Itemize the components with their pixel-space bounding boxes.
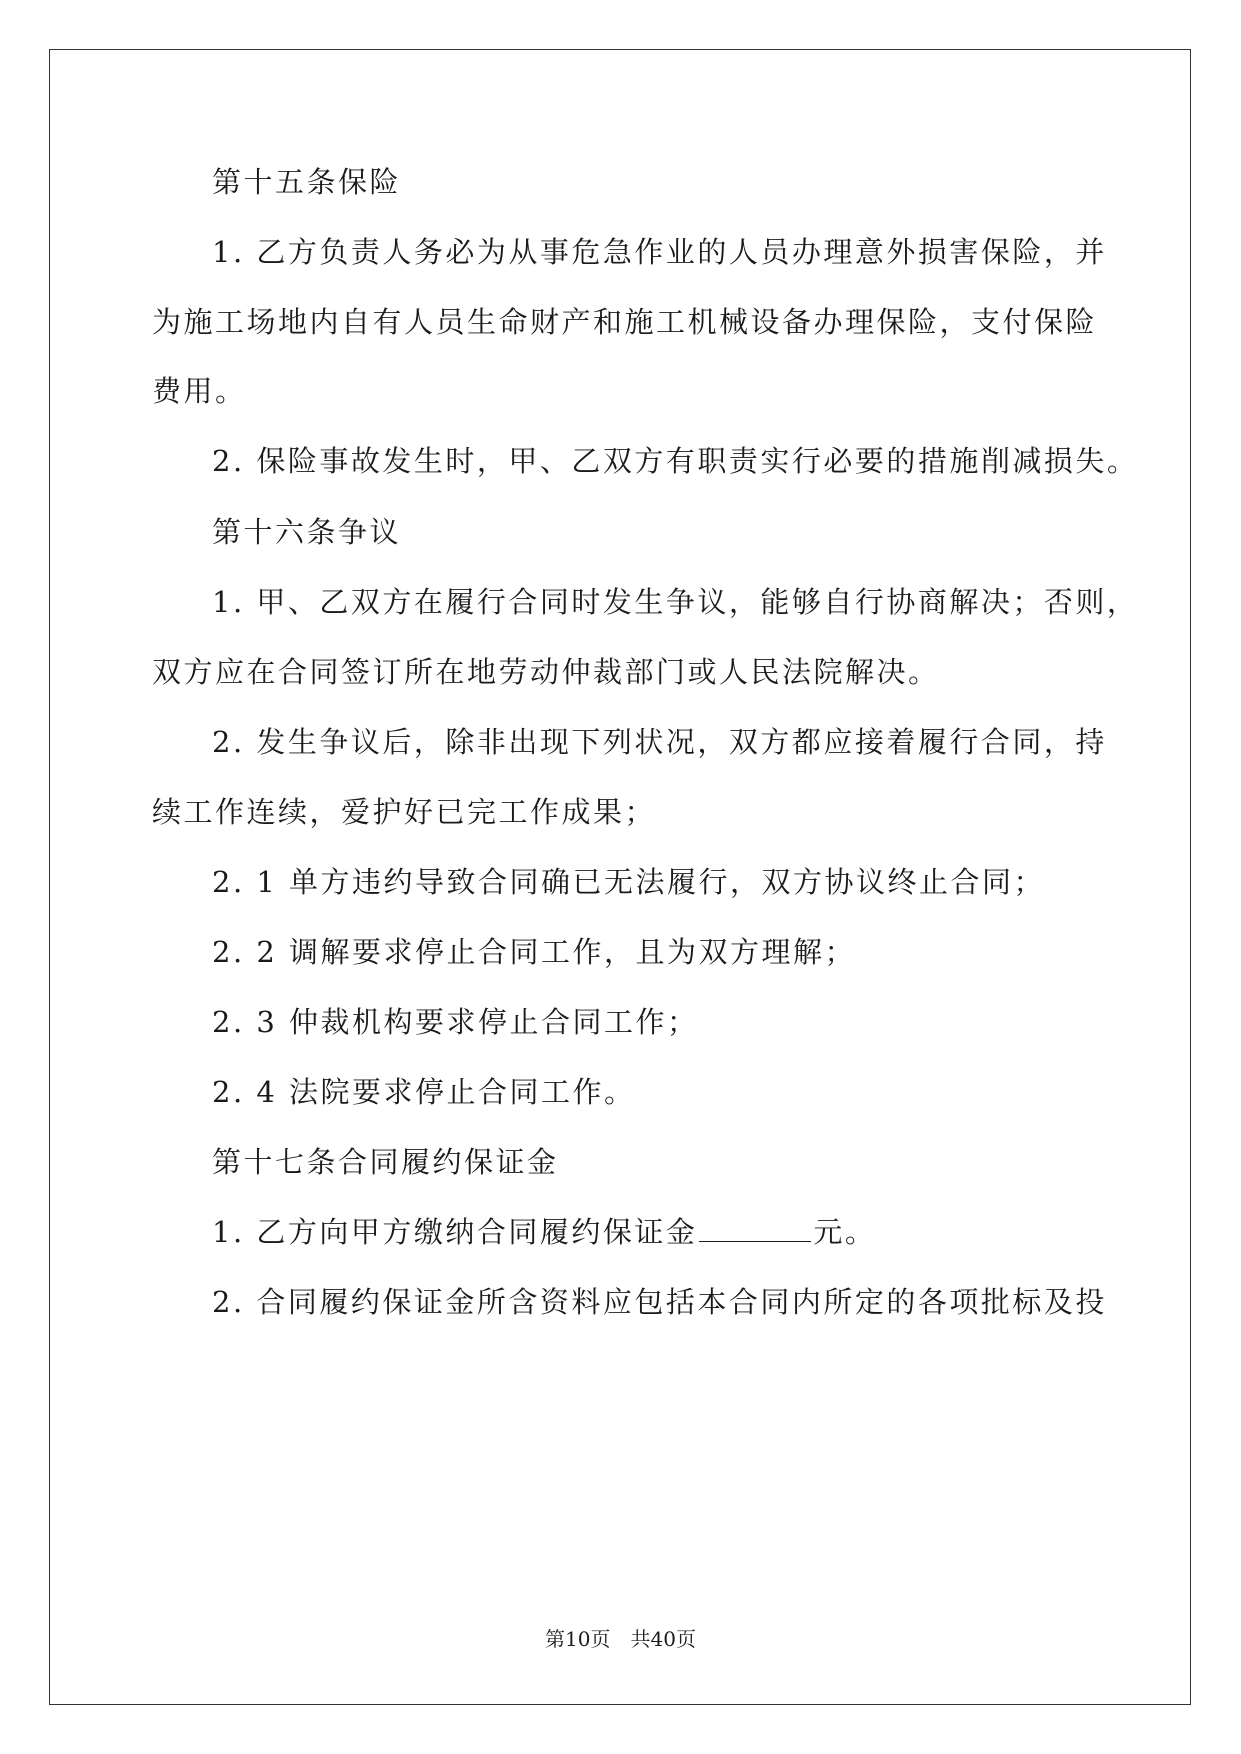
paragraph-line: 2. 合同履约保证金所含资料应包括本合同内所定的各项批标及投	[212, 1285, 1107, 1319]
page-label-mid: 页 共	[590, 1627, 651, 1651]
paragraph-line: 2. 保险事故发生时，甲、乙双方有职责实行必要的措施削减损失。	[212, 444, 1139, 478]
paragraph-line: 2. 2 调解要求停止合同工作，且为双方理解；	[212, 935, 857, 969]
paragraph-line	[212, 1212, 876, 1252]
paragraph-line: 为施工场地内自有人员生命财产和施工机械设备办理保险，支付保险	[152, 305, 1098, 339]
paragraph-line: 续工作连续，爱护好已完工作成果；	[152, 795, 657, 829]
section-heading-16: 第十六条争议	[212, 515, 402, 549]
section-heading-15: 第十五条保险	[212, 165, 402, 199]
fill-in-blank	[699, 1213, 811, 1242]
paragraph-line: 1. 甲、乙双方在履行合同时发生争议，能够自行协商解决；否则，	[212, 585, 1139, 619]
paragraph-line: 费用。	[152, 374, 247, 408]
paragraph-line: 2. 发生争议后，除非出现下列状况，双方都应接着履行合同，持	[212, 725, 1107, 759]
section-heading-17: 第十七条合同履约保证金	[212, 1145, 559, 1179]
paragraph-line: 2. 4 法院要求停止合同工作。	[212, 1075, 636, 1109]
paragraph-line: 双方应在合同签订所在地劳动仲裁部门或人民法院解决。	[152, 655, 940, 689]
page-total: 40	[650, 1627, 676, 1651]
page-current: 10	[565, 1627, 591, 1651]
page-label-suffix: 页	[675, 1627, 696, 1651]
page-label-prefix: 第	[545, 1627, 566, 1651]
paragraph-line: 2. 3 仲裁机构要求停止合同工作；	[212, 1005, 699, 1039]
deposit-unit: 元。	[813, 1215, 877, 1249]
page-footer	[0, 1626, 1241, 1652]
paragraph-line: 1. 乙方负责人务必为从事危急作业的人员办理意外损害保险，并	[212, 235, 1107, 269]
paragraph-line: 2. 1 单方违约导致合同确已无法履行，双方协议终止合同；	[212, 865, 1046, 899]
deposit-text: 1. 乙方向甲方缴纳合同履约保证金	[212, 1215, 698, 1249]
